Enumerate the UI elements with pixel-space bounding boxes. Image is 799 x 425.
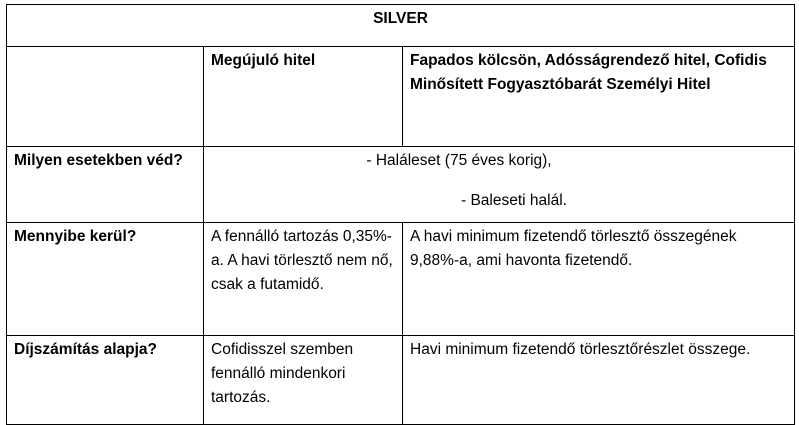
- row-label-protection: Milyen esetekben véd?: [7, 147, 204, 223]
- cost-col2: A havi minimum fizetendő törlesztő összegének 9,88%-a, ami havonta fizetendő.: [403, 223, 795, 336]
- header-empty-cell: [7, 47, 204, 147]
- protection-merged-cell: [204, 147, 795, 223]
- protection-line-accident: - Baleseti halál.: [461, 192, 567, 209]
- row-label-basis: Díjszámítás alapja?: [7, 336, 204, 425]
- basis-col1: Cofidisszel szemben fennálló mindenkori tartozás.: [204, 336, 403, 425]
- basis-col2: Havi minimum fizetendő törlesztőrészlet összege.: [403, 336, 795, 425]
- row-label-cost: Mennyibe kerül?: [7, 223, 204, 336]
- title-row: [7, 5, 795, 47]
- protection-line-death: - Haláleset (75 éves korig),: [366, 152, 552, 169]
- silver-insurance-table: [6, 4, 795, 425]
- table-row-basis: [7, 336, 795, 425]
- table-row-cost: [7, 223, 795, 336]
- header-row: [7, 47, 795, 147]
- table-row-protection: [7, 147, 795, 223]
- table-title: SILVER: [7, 5, 795, 47]
- cost-col1: A fennálló tartozás 0,35%-a. A havi törlesztő nem nő, csak a futamidő.: [204, 223, 403, 336]
- header-col1: Megújuló hitel: [204, 47, 403, 147]
- header-col2: Fapados kölcsön, Adósságrendező hitel, Cofidis Minősített Fogyasztóbarát Személyi Hitel: [403, 47, 795, 147]
